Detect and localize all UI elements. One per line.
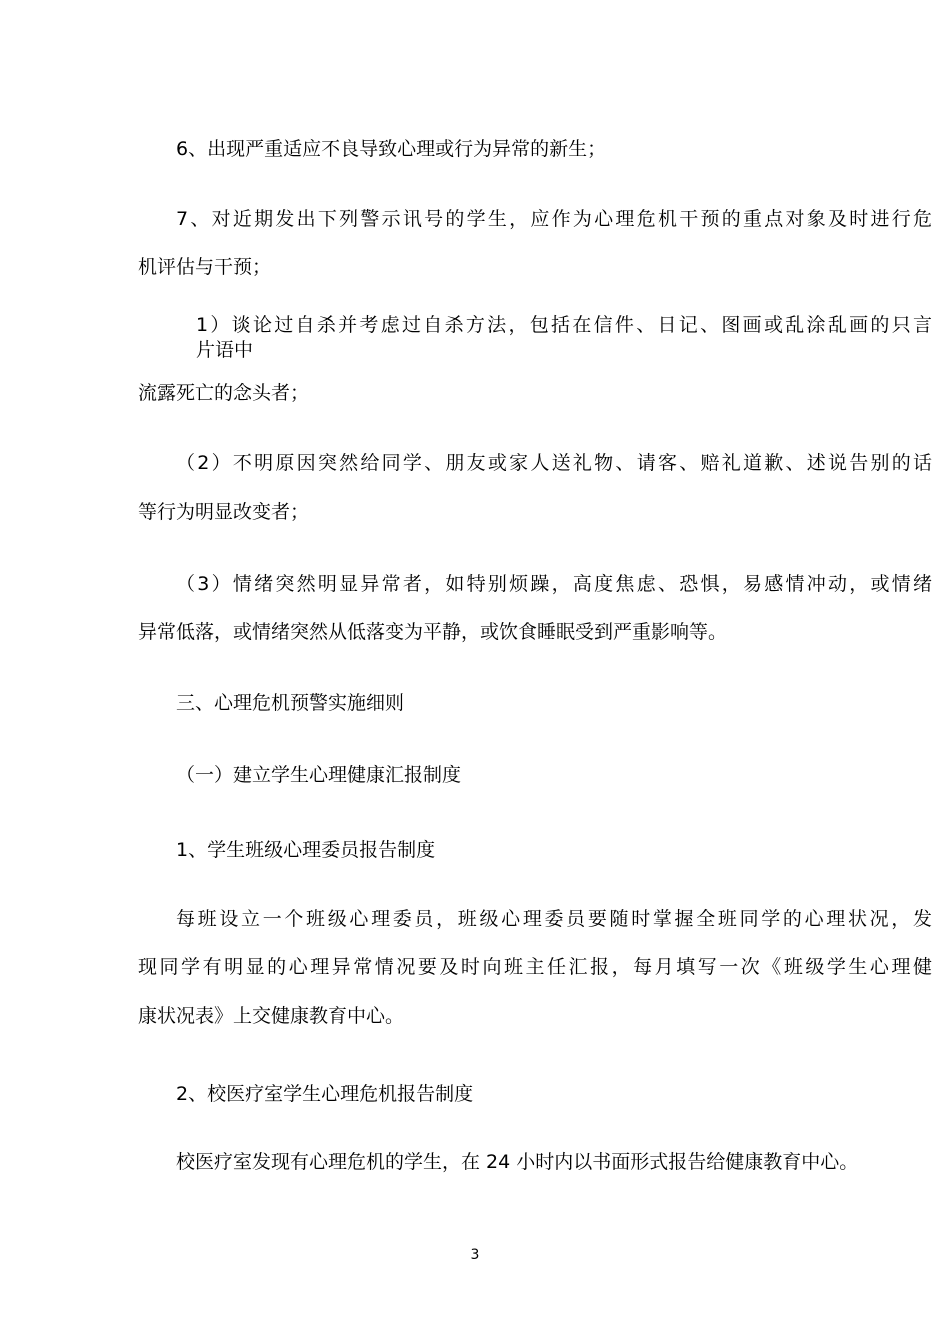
class-report-line-3: 康状况表》上交健康教育中心。 <box>138 1005 405 1027</box>
section-heading: 三、心理危机预警实施细则 <box>176 692 405 714</box>
item-7-line-1: 7、对近期发出下列警示讯号的学生，应作为心理危机干预的重点对象及时进行危 <box>176 208 932 230</box>
warning-sign-1-line-2: 片语中 <box>196 339 254 361</box>
warning-sign-2-line-2: 等行为明显改变者； <box>138 501 310 523</box>
warning-sign-3-line-2: 异常低落，或情绪突然从低落变为平静，或饮食睡眠受到严重影响等。 <box>138 621 728 643</box>
warning-sign-2-line-1: （2）不明原因突然给同学、朋友或家人送礼物、请客、赔礼道歉、述说告别的话 <box>176 452 932 474</box>
class-report-heading: 1、学生班级心理委员报告制度 <box>176 839 436 861</box>
class-report-line-2: 现同学有明显的心理异常情况要及时向班主任汇报，每月填写一次《班级学生心理健 <box>138 956 932 978</box>
item-6-line: 6、出现严重适应不良导致心理或行为异常的新生； <box>176 138 607 160</box>
clinic-report-heading: 2、校医疗室学生心理危机报告制度 <box>176 1083 474 1105</box>
subsection-heading: （一）建立学生心理健康汇报制度 <box>176 764 462 786</box>
item-7-line-2: 机评估与干预； <box>138 256 272 278</box>
warning-sign-1-line-3: 流露死亡的念头者； <box>138 382 310 404</box>
clinic-report-line: 校医疗室发现有心理危机的学生，在 24 小时内以书面形式报告给健康教育中心。 <box>176 1151 859 1173</box>
warning-sign-3-line-1: （3）情绪突然明显异常者，如特别烦躁，高度焦虑、恐惧，易感情冲动，或情绪 <box>176 573 932 595</box>
class-report-line-1: 每班设立一个班级心理委员，班级心理委员要随时掌握全班同学的心理状况，发 <box>176 908 932 930</box>
warning-sign-1-line-1: 1）谈论过自杀并考虑过自杀方法，包括在信件、日记、图画或乱涂乱画的只言 <box>196 314 932 336</box>
page-number: 3 <box>470 1247 480 1263</box>
